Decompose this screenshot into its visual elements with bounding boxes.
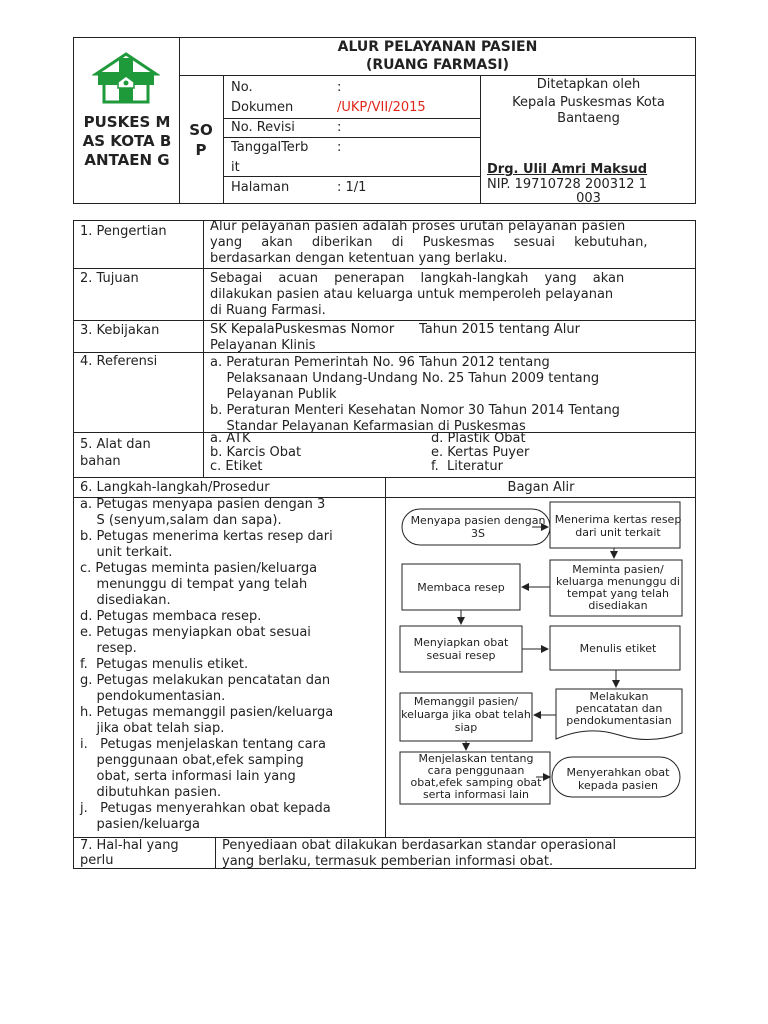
- step-line: pendokumentasian.: [80, 689, 226, 704]
- divider: [223, 118, 480, 119]
- divider: [73, 268, 696, 269]
- step-line: c. Petugas meminta pasien/keluarga: [80, 561, 318, 576]
- divider: [223, 176, 480, 177]
- section-label: 2. Tujuan: [80, 271, 139, 286]
- section-body: [210, 271, 690, 319]
- step-line: resep.: [80, 641, 137, 656]
- flow-text: Menerima kertas resep: [554, 513, 682, 526]
- row-label: No.: [231, 80, 253, 95]
- tool-item: b. Karcis Obat: [210, 445, 302, 460]
- flow-text: siap: [454, 721, 478, 734]
- flow-text: keluarga menunggu di: [556, 575, 680, 588]
- step-line: e. Petugas menyiapkan obat sesuai: [80, 625, 311, 640]
- flowchart: [386, 497, 694, 835]
- flow-text: Menulis etiket: [579, 642, 657, 655]
- step-line: h. Petugas memanggil pasien/keluarga: [80, 705, 334, 720]
- tool-item: a. ATK: [210, 431, 251, 446]
- flow-text: dari unit terkait: [575, 526, 661, 539]
- divider: [215, 837, 216, 869]
- step-line: b. Petugas menerima kertas resep dari: [80, 529, 333, 544]
- approver-nip-line1: NIP. 19710728 200312 1: [487, 177, 647, 192]
- row-value: :: [337, 80, 342, 95]
- step-line: f. Petugas menulis etiket.: [80, 657, 249, 672]
- body-line: b. Peraturan Menteri Kesehatan Nomor 30 Tahun 2014 Tentang: [210, 403, 620, 418]
- flow-text: Membaca resep: [417, 581, 505, 594]
- step-line: S (senyum,salam dan sapa).: [80, 513, 282, 528]
- row-value: : 1/1: [337, 180, 367, 195]
- step-line: unit terkait.: [80, 545, 173, 560]
- flow-text: kepada pasien: [578, 779, 658, 792]
- body-line: Penyediaan obat dilakukan berdasarkan standar operasional: [222, 838, 617, 853]
- body-line: Standar Pelayanan Kefarmasian di Puskesmas: [210, 419, 526, 434]
- section-label: 3. Kebijakan: [80, 323, 160, 338]
- section-label: 4. Referensi: [80, 354, 158, 369]
- step-line: disediakan.: [80, 593, 171, 608]
- step-line: j. Petugas menyerahkan obat kepada: [80, 801, 331, 816]
- divider: [179, 75, 696, 76]
- step-line: pasien/keluarga: [80, 817, 200, 832]
- flow-text: serta informasi lain: [422, 788, 530, 801]
- doc-number-value: /UKP/VII/2015: [337, 100, 426, 115]
- tool-item: d. Plastik Obat: [431, 431, 526, 446]
- flow-text: disediakan: [588, 599, 648, 612]
- section-label: 7. Hal-hal yang: [80, 838, 179, 853]
- section-label: bahan: [80, 454, 121, 469]
- procedure-steps: [80, 497, 380, 833]
- row-label: TanggalTerb: [231, 140, 309, 155]
- tool-item: e. Kertas Puyer: [431, 445, 530, 460]
- section-body: [222, 838, 692, 870]
- flow-text: Menyiapkan obat: [413, 636, 509, 649]
- doc-title-line2: (RUANG FARMASI): [365, 57, 510, 73]
- approver-nip-line2: 003: [576, 191, 601, 206]
- step-line: d. Petugas membaca resep.: [80, 609, 262, 624]
- step-line: i. Petugas menjelaskan tentang cara: [80, 737, 326, 752]
- approval-line3: Bantaeng: [557, 111, 620, 126]
- row-value: :: [337, 140, 342, 155]
- body-line: Sebagai acuan penerapan langkah-langkah yang akan: [210, 271, 625, 286]
- divider: [223, 137, 480, 138]
- body-line: di Ruang Farmasi.: [210, 303, 326, 318]
- flow-text: cara penggunaan: [427, 764, 525, 777]
- flow-text: Menyerahkan obat: [566, 766, 670, 779]
- flow-text: obat,efek samping obat: [410, 776, 542, 789]
- doc-title-line1: ALUR PELAYANAN PASIEN: [337, 39, 538, 55]
- flow-text: tempat yang telah: [567, 587, 669, 600]
- flow-text: Meminta pasien/: [572, 563, 664, 576]
- flowchart-label: Bagan Alir: [507, 480, 575, 495]
- row-value: :: [337, 120, 342, 135]
- step-line: penggunaan obat,efek samping: [80, 753, 304, 768]
- divider: [203, 220, 204, 477]
- section-label: 5. Alat dan: [80, 437, 151, 452]
- section-body: [210, 355, 690, 435]
- section-body: [210, 322, 690, 354]
- body-line: yang akan diberikan di Puskesmas sesuai kebutuhan,: [210, 235, 648, 250]
- flow-text: keluarga jika obat telah: [401, 708, 531, 721]
- flow-text: pencatatan dan: [575, 702, 663, 715]
- flow-text: Memanggil pasien/: [413, 695, 519, 708]
- row-label: Halaman: [231, 180, 290, 195]
- flow-text: sesuai resep: [426, 649, 496, 662]
- tool-item: f. Literatur: [431, 459, 503, 474]
- approver-name: Drg. Ulil Amri Maksud: [487, 162, 648, 177]
- step-line: jika obat telah siap.: [80, 721, 225, 736]
- step-line: dibutuhkan pasien.: [80, 785, 222, 800]
- divider: [223, 75, 224, 204]
- flow-text: 3S: [471, 527, 485, 540]
- flow-text: pendokumentasian: [566, 714, 672, 727]
- step-line: obat, serta informasi lain yang: [80, 769, 296, 784]
- step-line: menunggu di tempat yang telah: [80, 577, 308, 592]
- body-line: yang berlaku, termasuk pemberian informasi obat.: [222, 854, 554, 869]
- flow-text: Menjelaskan tentang: [418, 752, 534, 765]
- step-line: g. Petugas melakukan pencatatan dan: [80, 673, 331, 688]
- section-body: [210, 219, 690, 267]
- row-label: No. Revisi: [231, 120, 295, 135]
- body-line: berdasarkan dengan ketentuan yang berlaku.: [210, 251, 508, 266]
- section-label: 1. Pengertian: [80, 224, 167, 239]
- row-label: Dokumen: [231, 100, 294, 115]
- row-label: it: [231, 160, 240, 175]
- tool-item: c. Etiket: [210, 459, 263, 474]
- org-name: PUSKES MAS KOTA BANTAEN G: [82, 113, 172, 169]
- section-label: 6. Langkah-langkah/Prosedur: [80, 480, 270, 495]
- flow-text: Melakukan: [589, 690, 649, 703]
- tools-left: [210, 432, 301, 474]
- step-line: a. Petugas menyapa pasien dengan 3: [80, 497, 326, 512]
- body-line: SK KepalaPuskesmas Nomor Tahun 2015 tentang Alur: [210, 322, 580, 337]
- section-label: perlu: [80, 853, 114, 868]
- tools-right: [431, 432, 529, 474]
- body-line: Pelayanan Publik: [210, 387, 337, 402]
- approval-line1: Ditetapkan oleh: [536, 77, 641, 92]
- body-line: a. Peraturan Pemerintah No. 96 Tahun 2012 tentang: [210, 355, 550, 370]
- body-line: Alur pelayanan pasien adalah proses urutan pelayanan pasien: [210, 219, 626, 234]
- body-line: dilakukan pasien atau keluarga untuk memperoleh pelayanan: [210, 287, 614, 302]
- body-line: Pelaksanaan Undang-Undang No. 25 Tahun 2009 tentang: [210, 371, 600, 386]
- sop-label: SO P: [189, 121, 213, 159]
- body-line: Pelayanan Klinis: [210, 338, 316, 353]
- flow-text: Menyapa pasien dengan: [410, 514, 546, 527]
- divider: [73, 320, 696, 321]
- approval-line2: Kepala Puskesmas Kota: [512, 95, 665, 110]
- puskesmas-logo-icon: [92, 52, 160, 110]
